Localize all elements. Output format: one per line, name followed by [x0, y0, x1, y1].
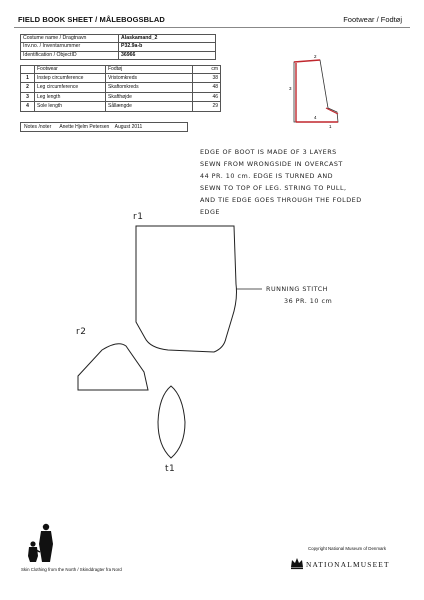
- measure-name-da: Sållængde: [106, 102, 193, 111]
- costume-name-label: Costume name / Dragtnavn: [21, 35, 119, 43]
- row-number: 1: [21, 74, 35, 83]
- stitch-note-line-1: RUNNING STITCH: [266, 285, 328, 293]
- sheet-category: Footwear / Fodtøj: [343, 15, 402, 24]
- boot-label-2: 2: [314, 54, 317, 59]
- crown-icon: [290, 556, 304, 570]
- measure-name-en: Sole length: [35, 102, 106, 111]
- costume-name-value: Alaskamand_2: [119, 35, 216, 43]
- object-id-value: 36966: [119, 51, 216, 59]
- museum-logo-text: NATIONALMUSEET: [306, 560, 390, 569]
- footer-caption: Skin Clothing from the North / Skinddragter fra Nord: [21, 567, 122, 572]
- measure-value: 38: [193, 74, 221, 83]
- pattern-label-r1: r1: [133, 212, 144, 222]
- measure-value: 46: [193, 92, 221, 101]
- pattern-piece-t1: [158, 386, 185, 458]
- column-header-danish: Fodtøj: [106, 66, 193, 74]
- handnote-line-4: SEWN TO TOP OF LEG. STRING TO PULL,: [200, 184, 347, 192]
- stitch-note-line-2: 36 PR. 10 cm: [284, 297, 333, 305]
- handnote-line-6: EDGE: [200, 208, 220, 216]
- column-header-unit: cm: [193, 66, 221, 74]
- inventory-number-label: Inv.no. / Inventarnummer: [21, 43, 119, 51]
- handnote-line-1: EDGE OF BOOT IS MADE OF 3 LAYERS: [200, 148, 337, 156]
- pattern-label-t1: t1: [165, 464, 176, 474]
- handnote-line-3: 44 PR. 10 cm. EDGE IS TURNED AND: [200, 172, 334, 180]
- measure-name-da: Skafthøjde: [106, 92, 193, 101]
- object-id-label: Identification / ObjectID: [21, 51, 119, 59]
- measure-name-da: Skaftomkreds: [106, 83, 193, 92]
- pattern-label-r2: r2: [76, 327, 87, 337]
- pattern-piece-r2: [78, 344, 148, 390]
- column-header-english: Footwear: [35, 66, 106, 74]
- notes-date: August 2011: [114, 124, 143, 130]
- row-number: 2: [21, 83, 35, 92]
- measure-value: 29: [193, 102, 221, 111]
- measure-name-en: Instep circumference: [35, 74, 106, 83]
- skin-clothing-logo: [24, 522, 62, 564]
- copyright-text: Copyright National Museum of Denmark: [308, 546, 387, 551]
- row-number: 3: [21, 92, 35, 101]
- boot-label-3: 3: [289, 86, 292, 91]
- measure-name-da: Vristomkreds: [106, 74, 193, 83]
- handnote-line-5: AND TIE EDGE GOES THROUGH THE FOLDED: [200, 196, 362, 204]
- handnote-line-2: SEWN FROM WRONGSIDE IN OVERCAST: [200, 160, 343, 168]
- pattern-piece-r1: [136, 226, 237, 352]
- row-number: 4: [21, 102, 35, 111]
- measure-name-en: Leg length: [35, 92, 106, 101]
- notes-author: Anette Hjelm Petersen: [59, 124, 110, 130]
- boot-label-1: 1: [329, 124, 332, 129]
- measure-name-en: Leg circumference: [35, 83, 106, 92]
- inventory-number-value: P32.9a-b: [119, 43, 216, 51]
- boot-label-4: 4: [314, 115, 317, 120]
- sheet-title: FIELD BOOK SHEET / MÅLEBOGSBLAD: [18, 15, 165, 24]
- notes-label: Notes /noter: [24, 124, 52, 130]
- measure-value: 48: [193, 83, 221, 92]
